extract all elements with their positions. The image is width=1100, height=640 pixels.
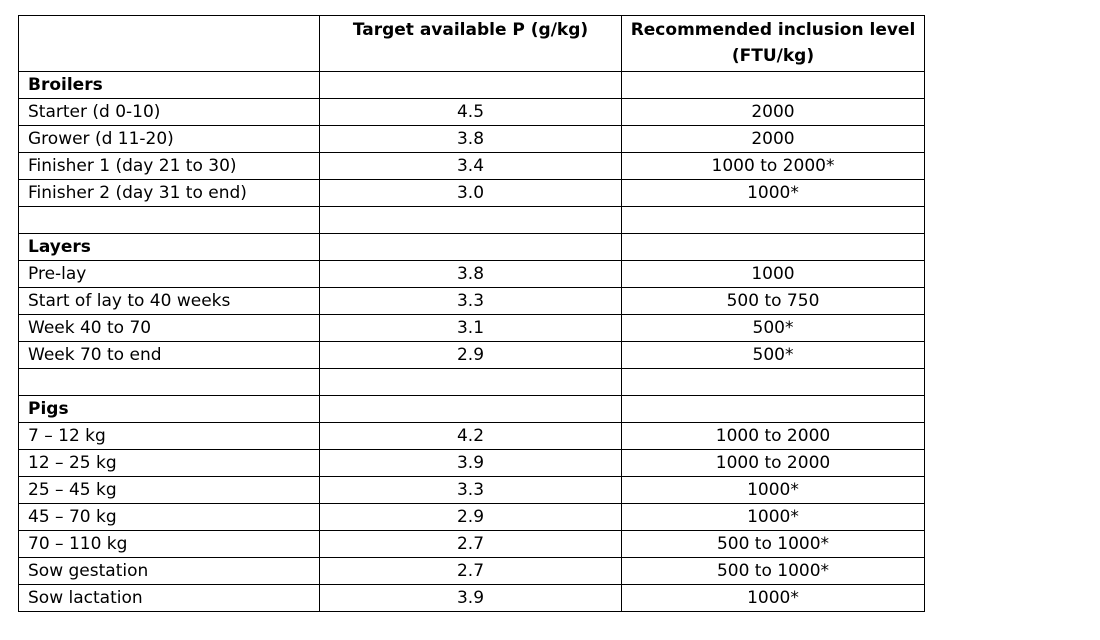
spacer-row <box>19 369 925 396</box>
table-row <box>19 558 925 585</box>
target-p-value: 3.8 <box>320 261 622 288</box>
inclusion-level-value: 500 to 1000* <box>622 531 925 558</box>
row-label: Sow gestation <box>19 558 320 585</box>
table-row <box>19 423 925 450</box>
inclusion-level-value: 1000 to 2000 <box>622 450 925 477</box>
group-label: Layers <box>19 234 320 261</box>
row-label: Pre-lay <box>19 261 320 288</box>
target-p-value: 2.7 <box>320 558 622 585</box>
inclusion-level-value <box>622 72 925 99</box>
phytase-table <box>18 15 925 612</box>
target-p-value: 3.4 <box>320 153 622 180</box>
row-label: 7 – 12 kg <box>19 423 320 450</box>
table-row <box>19 261 925 288</box>
table-row <box>19 342 925 369</box>
target-p-value <box>320 234 622 261</box>
group-header-row <box>19 396 925 423</box>
table-row <box>19 315 925 342</box>
target-p-value: 3.8 <box>320 126 622 153</box>
table-row <box>19 504 925 531</box>
row-label <box>19 369 320 396</box>
row-label: 25 – 45 kg <box>19 477 320 504</box>
target-p-value: 2.9 <box>320 504 622 531</box>
row-label: Starter (d 0-10) <box>19 99 320 126</box>
table-header-row <box>19 16 925 72</box>
row-label: Finisher 2 (day 31 to end) <box>19 180 320 207</box>
inclusion-level-value: 1000 <box>622 261 925 288</box>
target-p-value: 4.2 <box>320 423 622 450</box>
spacer-row <box>19 207 925 234</box>
group-label: Broilers <box>19 72 320 99</box>
inclusion-level-value: 500 to 1000* <box>622 558 925 585</box>
row-label: Sow lactation <box>19 585 320 612</box>
inclusion-level-value <box>622 396 925 423</box>
inclusion-level-value: 1000 to 2000 <box>622 423 925 450</box>
header-category <box>19 16 320 72</box>
target-p-value <box>320 207 622 234</box>
inclusion-level-value: 2000 <box>622 99 925 126</box>
row-label: Grower (d 11-20) <box>19 126 320 153</box>
row-label: Start of lay to 40 weeks <box>19 288 320 315</box>
table-row <box>19 288 925 315</box>
row-label: Finisher 1 (day 21 to 30) <box>19 153 320 180</box>
row-label: Week 40 to 70 <box>19 315 320 342</box>
table-body <box>19 72 925 612</box>
row-label <box>19 207 320 234</box>
row-label: 70 – 110 kg <box>19 531 320 558</box>
table-row <box>19 450 925 477</box>
group-label: Pigs <box>19 396 320 423</box>
target-p-value: 3.9 <box>320 585 622 612</box>
row-label: 12 – 25 kg <box>19 450 320 477</box>
inclusion-level-value: 1000* <box>622 180 925 207</box>
target-p-value: 3.3 <box>320 288 622 315</box>
header-target-p: Target available P (g/kg) <box>320 16 622 72</box>
table-row <box>19 531 925 558</box>
inclusion-level-value: 1000 to 2000* <box>622 153 925 180</box>
target-p-value: 3.3 <box>320 477 622 504</box>
row-label: Week 70 to end <box>19 342 320 369</box>
inclusion-level-value: 500* <box>622 342 925 369</box>
target-p-value: 3.1 <box>320 315 622 342</box>
group-header-row <box>19 234 925 261</box>
target-p-value <box>320 369 622 396</box>
target-p-value <box>320 396 622 423</box>
inclusion-level-value: 500* <box>622 315 925 342</box>
inclusion-level-value <box>622 369 925 396</box>
inclusion-level-value <box>622 234 925 261</box>
inclusion-level-value: 1000* <box>622 585 925 612</box>
table-row <box>19 477 925 504</box>
inclusion-level-value: 2000 <box>622 126 925 153</box>
target-p-value: 2.9 <box>320 342 622 369</box>
target-p-value: 3.9 <box>320 450 622 477</box>
table-row <box>19 99 925 126</box>
inclusion-level-value: 1000* <box>622 477 925 504</box>
inclusion-level-value <box>622 207 925 234</box>
target-p-value <box>320 72 622 99</box>
table-row <box>19 126 925 153</box>
header-inclusion-level: Recommended inclusion level (FTU/kg) <box>622 16 925 72</box>
inclusion-level-value: 1000* <box>622 504 925 531</box>
inclusion-level-value: 500 to 750 <box>622 288 925 315</box>
table-row <box>19 153 925 180</box>
table-row <box>19 585 925 612</box>
group-header-row <box>19 72 925 99</box>
table-row <box>19 180 925 207</box>
row-label: 45 – 70 kg <box>19 504 320 531</box>
target-p-value: 4.5 <box>320 99 622 126</box>
target-p-value: 2.7 <box>320 531 622 558</box>
target-p-value: 3.0 <box>320 180 622 207</box>
